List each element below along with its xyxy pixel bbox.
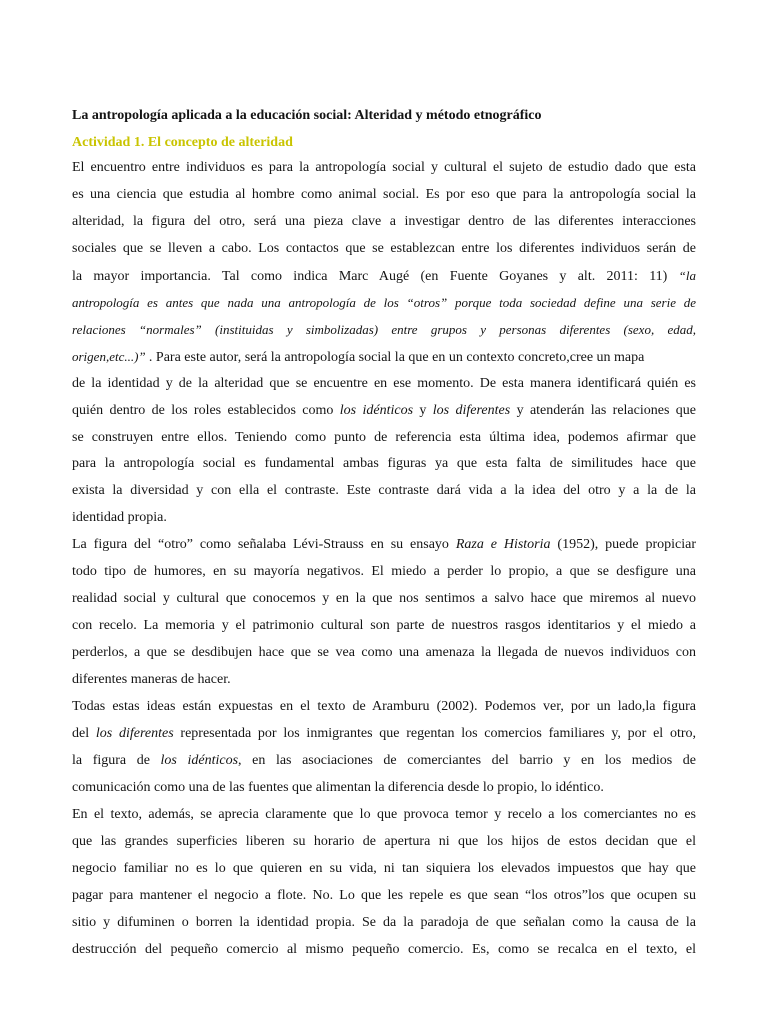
paragraph-line bbox=[72, 831, 696, 853]
text-segment: (1952), puede propiciar bbox=[550, 537, 696, 552]
text-segment: , en las asociaciones de comerciantes del barrio y en los medios de bbox=[238, 753, 696, 768]
paragraph-line bbox=[72, 534, 696, 556]
paragraph-line bbox=[72, 211, 696, 233]
text-segment: sitio y difuminen o borren la identidad propia. Se da la paradoja de que señalan como la causa de la bbox=[72, 915, 696, 930]
text-segment: con recelo. La memoria y el patrimonio cultural son parte de nuestros rasgos identitarios y el miedo a bbox=[72, 618, 696, 633]
paragraph-line bbox=[72, 615, 696, 637]
paragraph-line bbox=[72, 373, 696, 395]
text-segment: del bbox=[72, 726, 96, 741]
paragraph-line bbox=[72, 400, 696, 422]
document-title: La antropología aplicada a la educación social: Alteridad y método etnográfico bbox=[72, 108, 542, 123]
paragraph-line bbox=[72, 184, 696, 206]
italic-segment: Raza e Historia bbox=[455, 537, 551, 552]
text-segment: es una ciencia que estudia al hombre como animal social. Es por eso que para la antropología social la bbox=[72, 187, 696, 202]
text-segment: todo tipo de humores, en su mayoría negativos. El miedo a perder lo propio, a que se desfigure una bbox=[72, 564, 696, 579]
text-segment: destrucción del pequeño comercio al mismo pequeño comercio. Es, como se recalca en el texto, el bbox=[72, 942, 696, 957]
paragraph-line bbox=[72, 157, 696, 179]
text-segment: y atenderán las relaciones que bbox=[510, 403, 696, 418]
text-segment: realidad social y cultural que conocemos y en la que nos sentimos a salvo hace que miremos al nuevo bbox=[72, 591, 696, 606]
text-segment: representada por los inmigrantes que regentan los comercios familiares y, por el otro, bbox=[173, 726, 696, 741]
italic-segment: los idénticos bbox=[160, 753, 239, 768]
text-segment: El encuentro entre individuos es para la antropología social y cultural el sujeto de estudio dado que esta bbox=[72, 160, 696, 175]
paragraph-line bbox=[72, 292, 696, 314]
paragraph-line bbox=[72, 265, 696, 287]
paragraph-line bbox=[72, 319, 696, 341]
text-segment: . Para este autor, será la antropología social la que en un contexto concreto,cree un mapa bbox=[148, 350, 645, 365]
text-segment: y bbox=[413, 403, 433, 418]
paragraph-line bbox=[72, 588, 696, 610]
italic-segment: los diferentes bbox=[95, 726, 174, 741]
text-segment: sociales que se lleven a cabo. Los contactos que se establezcan entre los diferentes individuos serán de bbox=[72, 241, 696, 256]
text-segment: la mayor importancia. Tal como indica Marc Augé (en Fuente Goyanes y alt. 2011: 11) bbox=[72, 269, 679, 284]
paragraph-line bbox=[72, 561, 696, 583]
paragraph-line bbox=[72, 858, 696, 880]
text-segment: exista la diversidad y con ella el contraste. Este contraste dará vida a la idea del otro y a la de la bbox=[72, 483, 696, 498]
paragraph-line bbox=[72, 885, 696, 907]
text-segment: quién dentro de los roles establecidos como bbox=[72, 403, 340, 418]
text-segment: negocio familiar no es lo que quieren en su vida, ni tan siquiera los elevados impuestos que hay que bbox=[72, 861, 696, 876]
text-segment: diferentes maneras de hacer. bbox=[72, 672, 231, 687]
text-segment: Todas estas ideas están expuestas en el texto de Aramburu (2002). Podemos ver, por un lado,la figura bbox=[72, 699, 696, 714]
text-segment: En el texto, además, se aprecia claramente que lo que provoca temor y recelo a los comerciantes no es bbox=[72, 807, 696, 822]
paragraph-line bbox=[72, 507, 696, 529]
paragraph-line bbox=[72, 346, 696, 368]
quote-segment: antropología es antes que nada una antropología de los “otros” porque toda sociedad define una serie de bbox=[72, 295, 696, 310]
paragraph-line bbox=[72, 642, 696, 664]
paragraph-line bbox=[72, 723, 696, 745]
paragraph-line bbox=[72, 777, 696, 799]
text-segment: se construyen entre ellos. Teniendo como punto de referencia esta última idea, podemos afirmar que bbox=[72, 430, 696, 445]
activity-heading: Actividad 1. El concepto de alteridad bbox=[72, 135, 293, 150]
paragraph-line bbox=[72, 238, 696, 260]
paragraph-line bbox=[72, 480, 696, 502]
text-segment: identidad propia. bbox=[72, 510, 167, 525]
italic-segment: los idénticos bbox=[339, 403, 414, 418]
paragraph-line bbox=[72, 939, 696, 961]
paragraph-line bbox=[72, 427, 696, 449]
text-segment: pagar para mantener el negocio a flote. No. Lo que les repele es que sean “los otros”los que ocupen su bbox=[72, 888, 696, 903]
paragraph-line bbox=[72, 750, 696, 772]
quote-segment: relaciones “normales” (instituidas y simbolizadas) entre grupos y personas diferentes (sexo, edad, bbox=[72, 322, 696, 337]
text-segment: alteridad, la figura del otro, será una pieza clave a investigar dentro de las diferentes interacciones bbox=[72, 214, 696, 229]
paragraph-line bbox=[72, 669, 696, 691]
text-segment: de la identidad y de la alteridad que se encuentre en ese momento. De esta manera identificará quién es bbox=[72, 376, 696, 391]
quote-segment: “la bbox=[678, 268, 696, 283]
text-segment: comunicación como una de las fuentes que alimentan la diferencia desde lo propio, lo idéntico. bbox=[72, 780, 604, 795]
text-segment: que las grandes superficies liberen su horario de apertura ni que los hijos de estos decidan que el bbox=[72, 834, 696, 849]
paragraph-line bbox=[72, 453, 696, 475]
text-segment: la figura de bbox=[72, 753, 161, 768]
text-segment: perderlos, a que se desdibujen hace que se vea como una amenaza la llegada de nuevos individuos con bbox=[72, 645, 696, 660]
quote-segment: origen,etc...)” bbox=[72, 349, 149, 364]
text-segment: para la antropología social es fundamental ambas figuras ya que esta falta de similitudes hace que bbox=[72, 456, 696, 471]
paragraph-line bbox=[72, 912, 696, 934]
text-segment: La figura del “otro” como señalaba Lévi-Strauss en su ensayo bbox=[72, 537, 456, 552]
paragraph-line bbox=[72, 804, 696, 826]
italic-segment: los diferentes bbox=[432, 403, 511, 418]
paragraph-line bbox=[72, 696, 696, 718]
